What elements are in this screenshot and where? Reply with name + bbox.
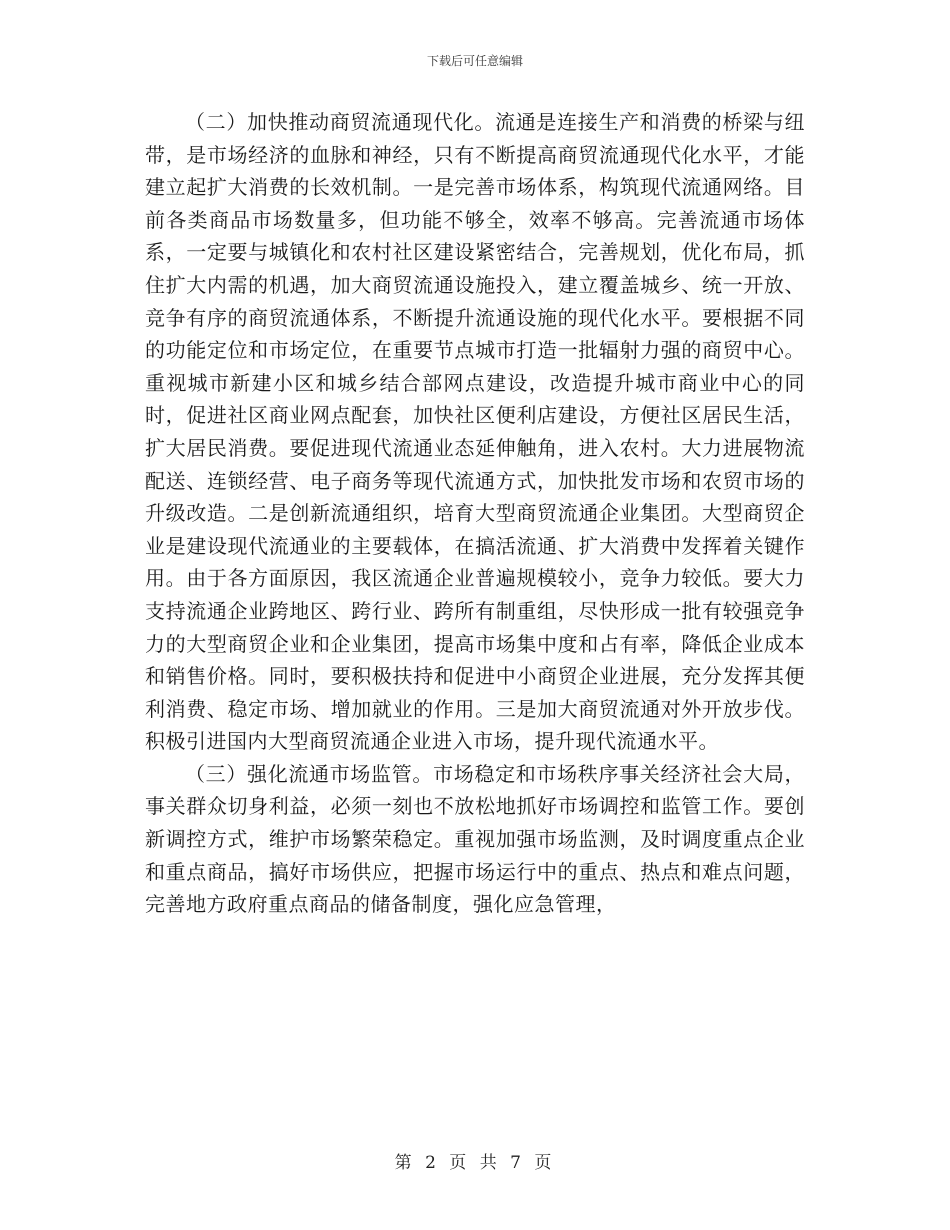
document-body xyxy=(145,106,805,921)
page-number-footer: 第 2 页 共 7 页 xyxy=(394,1153,556,1173)
page-header-note: 下载后可任意编辑 xyxy=(426,54,523,68)
paragraph-section-2: （二）加快推动商贸流通现代化。流通是连接生产和消费的桥梁与纽带，是市场经济的血脉和神经，只有不断提高商贸流通现代化水平，才能建立起扩大消费的长效机制。一是完善市场体系，构筑现代流通网络。目前各类商品市场数量多，但功能不够全，效率不够高。完善流通市场体系，一定要与城镇化和农村社区建设紧密结合，完善规划，优化布局，抓住扩大内需的机遇，加大商贸流通设施投入，建立覆盖城乡、统一开放、竞争有序的商贸流通体系，不断提升流通设施的现代化水平。要根据不同的功能定位和市场定位，在重要节点城市打造一批辐射力强的商贸中心。重视城市新建小区和城乡结合部网点建设，改造提升城市商业中心的同时，促进社区商业网点配套，加快社区便利店建设，方便社区居民生活，扩大居民消费。要促进现代流通业态延伸触角，进入农村。大力进展物流配送、连锁经营、电子商务等现代流通方式，加快批发市场和农贸市场的升级改造。二是创新流通组织，培育大型商贸流通企业集团。大型商贸企业是建设现代流通业的主要载体，在搞活流通、扩大消费中发挥着关键作用。由于各方面原因，我区流通企业普遍规模较小，竞争力较低。要大力支持流通企业跨地区、跨行业、跨所有制重组，尽快形成一批有较强竞争力的大型商贸企业和企业集团，提高市场集中度和占有率，降低企业成本和销售价格。同时，要积极扶持和促进中小商贸企业进展，充分发挥其便利消费、稳定市场、增加就业的作用。三是加大商贸流通对外开放步伐。积极引进国内大型商贸流通企业进入市场，提升现代流通水平。 xyxy=(145,110,805,754)
paragraph-section-3: （三）强化流通市场监管。市场稳定和市场秩序事关经济社会大局，事关群众切身利益，必须一刻也不放松地抓好市场调控和监管工作。要创新调控方式，维护市场繁荣稳定。重视加强市场监测，及时调度重点企业和重点商品，搞好市场供应，把握市场运行中的重点、热点和难点问题，完善地方政府重点商品的储备制度，强化应急管理， xyxy=(145,761,805,917)
